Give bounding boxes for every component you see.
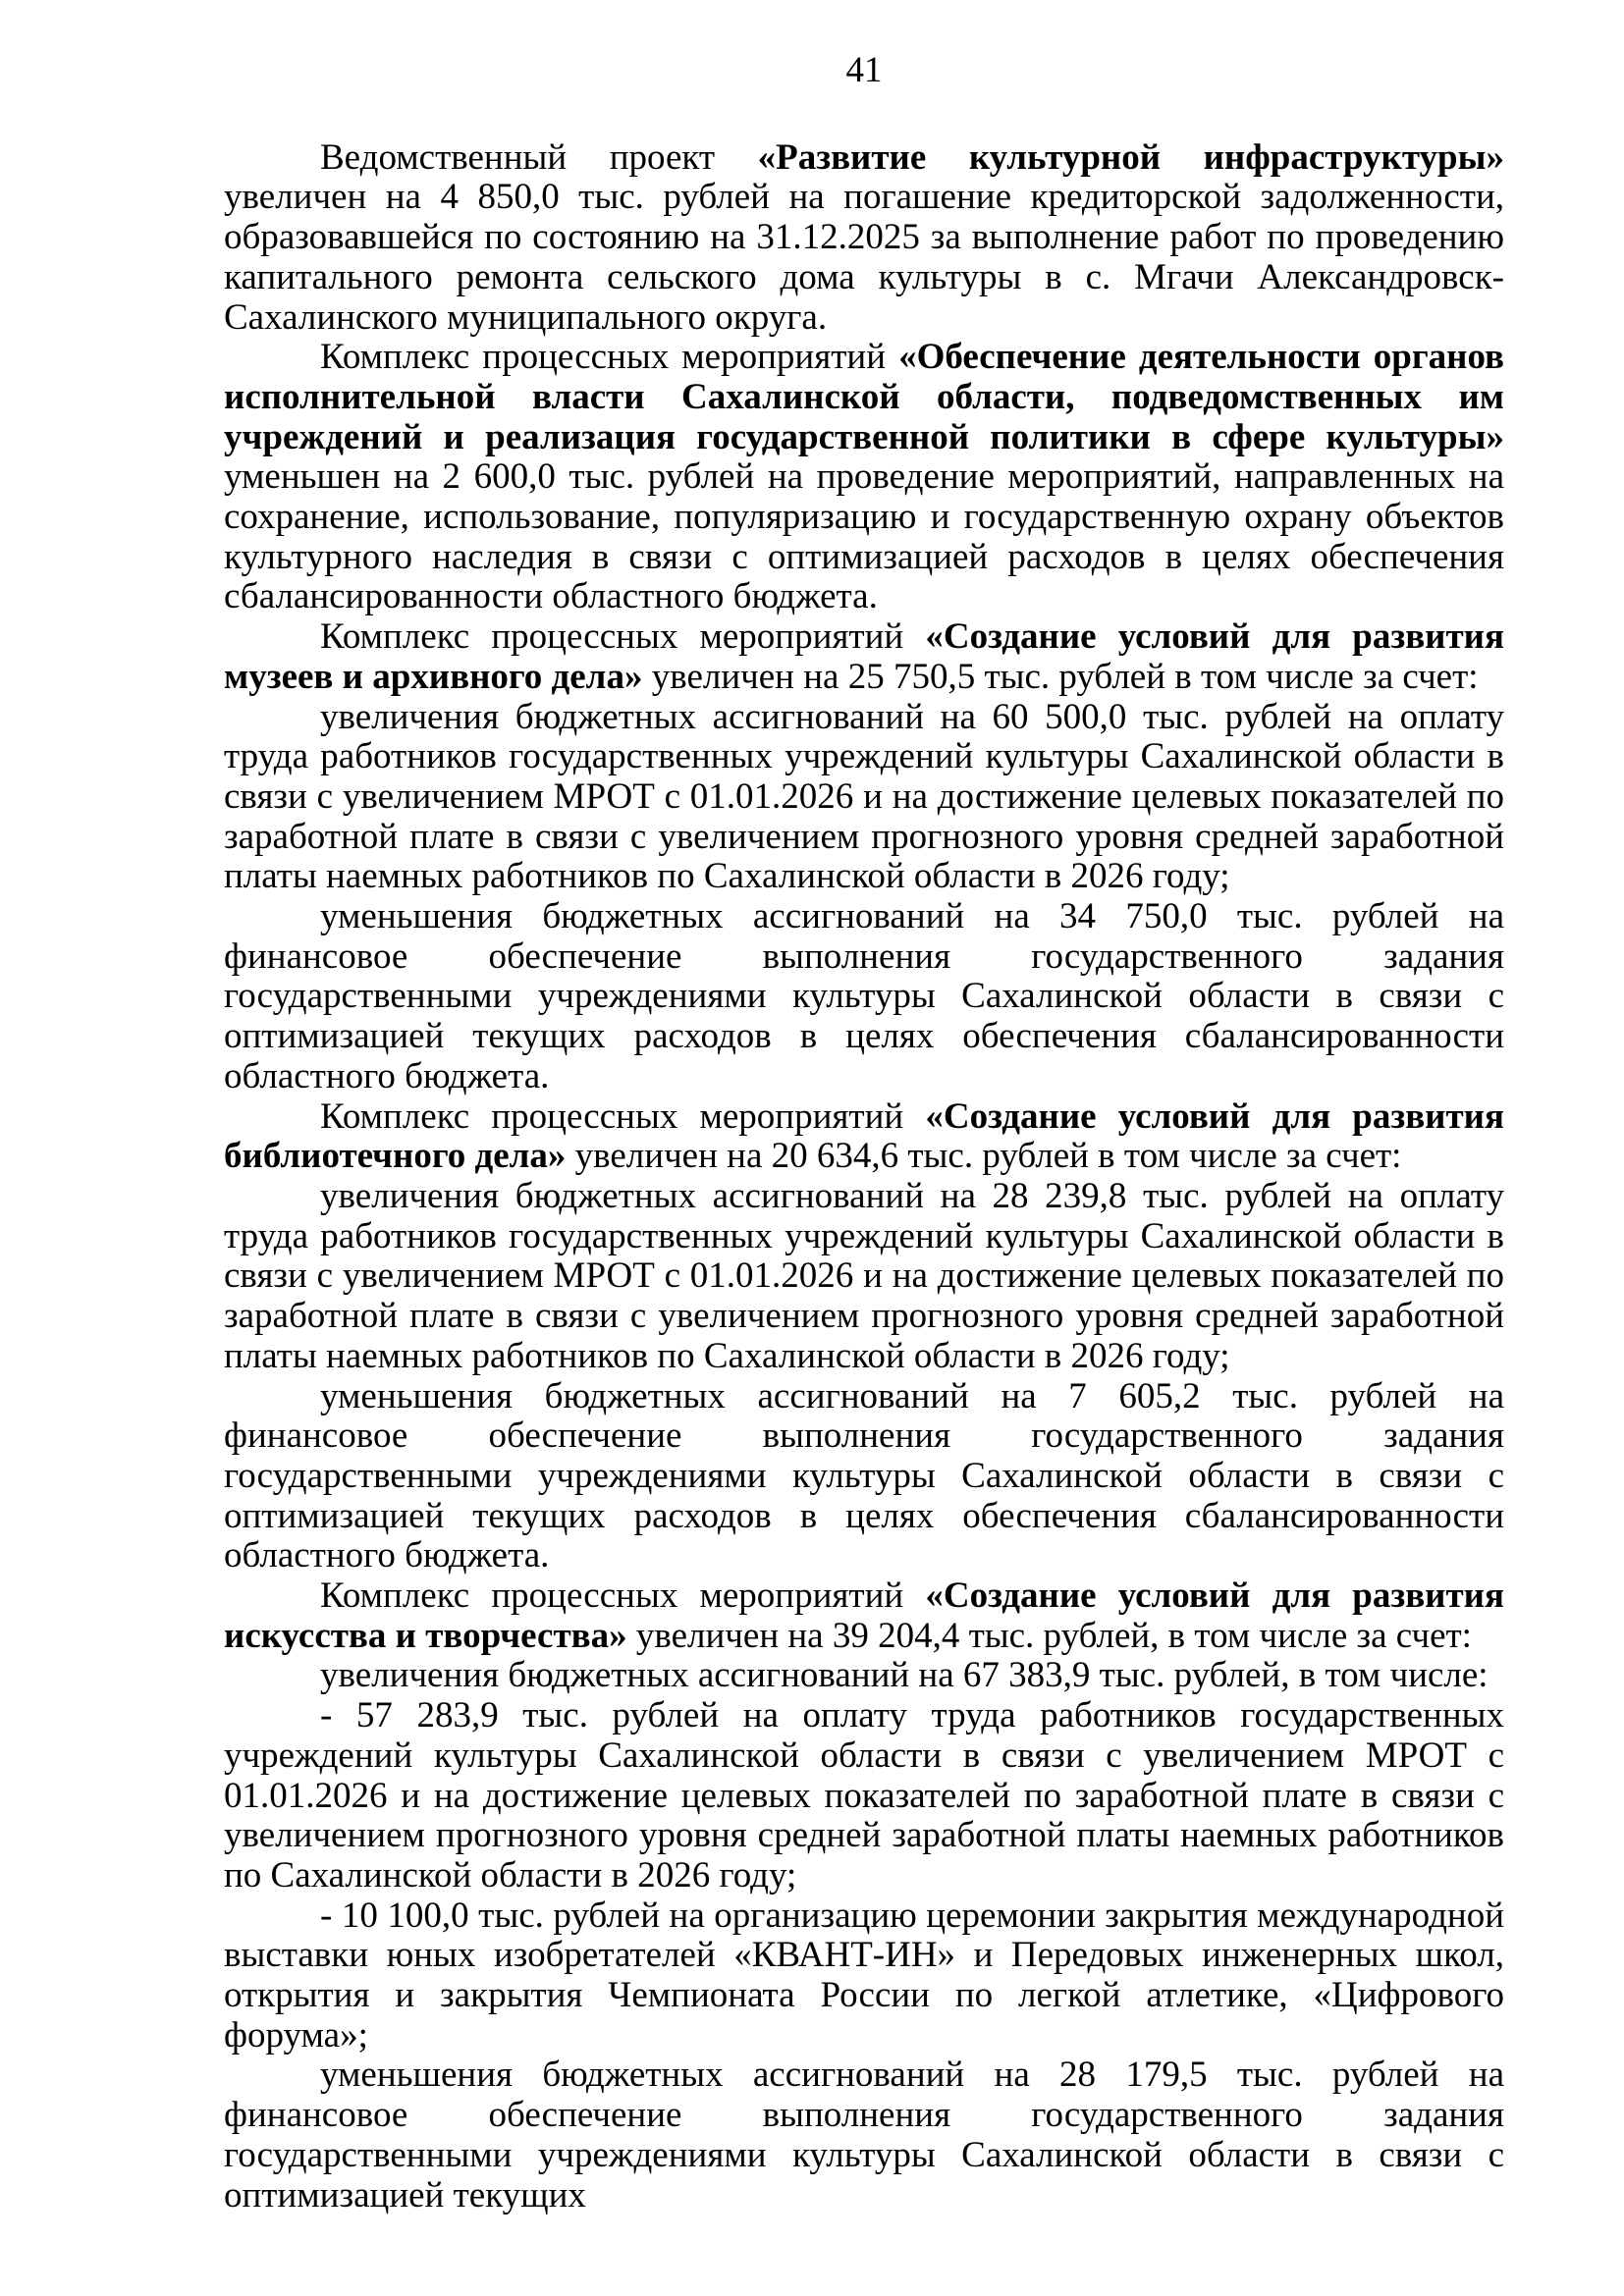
paragraph — [224, 897, 1504, 1097]
paragraph — [224, 338, 1504, 617]
paragraph — [224, 1696, 1504, 1896]
paragraph — [224, 698, 1504, 898]
paragraph-bold-run: «Создание условий для развития искусства и творчества» — [224, 1575, 1505, 1656]
paragraph-text-run: Комплекс процессных мероприятий — [320, 337, 899, 378]
paragraph-text-run: уменьшения бюджетных ассигнований на 7 605,2 тыс. рублей на финансовое обеспечение выполнения государственного задания государственными учреждениями культуры Сахалинской области в связи с оптимизацией текущих расходов в целях обеспечения сбалансированности областного бюджета. — [224, 1375, 1504, 1576]
paragraph-text-run: уменьшения бюджетных ассигнований на 28 179,5 тыс. рублей на финансовое обеспечение выполнения государственного задания государственными учреждениями культуры Сахалинской области в связи с оптимизацией текущих — [224, 2055, 1504, 2216]
paragraph — [224, 1576, 1504, 1656]
paragraph-bold-run: «Создание условий для развития библиотечного дела» — [224, 1095, 1505, 1177]
paragraph-text-run: уменьшения бюджетных ассигнований на 34 750,0 тыс. рублей на финансовое обеспечение выполнения государственного задания государственными учреждениями культуры Сахалинской области в связи с оптимизацией текущих расходов в целях обеспечения сбалансированности областного бюджета. — [224, 896, 1504, 1096]
paragraph-text-run: увеличен на 25 750,5 тыс. рублей в том числе за счет: — [642, 656, 1479, 697]
paragraph — [224, 617, 1504, 697]
paragraph-text-run: увеличен на 20 634,6 тыс. рублей в том числе за счет: — [566, 1136, 1402, 1177]
paragraph — [224, 1177, 1504, 1377]
paragraph-bold-run: «Создание условий для развития музеев и архивного дела» — [224, 616, 1505, 697]
paragraph-text-run: увеличения бюджетных ассигнований на 60 500,0 тыс. рублей на оплату труда работников государственных учреждений культуры Сахалинской области в связи с увеличением МРОТ с 01.01.2026 и на достижение целевых показателей по заработной плате в связи с увеличением прогнозного уровня средней заработной платы наемных работников по Сахалинской области в 2026 году; — [224, 696, 1504, 897]
paragraph-text-run: - 57 283,9 тыс. рублей на оплату труда работников государственных учреждений культуры Сахалинской области в связи с увеличением МРОТ с 01.01.2026 и на достижение целевых показателей по заработной плате в связи с увеличением прогнозного уровня средней заработной платы наемных работников по Сахалинской области в 2026 году; — [224, 1695, 1504, 1896]
paragraph-text-run: Комплекс процессных мероприятий — [320, 1095, 926, 1137]
paragraph-text-run: увеличения бюджетных ассигнований на 67 383,9 тыс. рублей, в том числе: — [320, 1655, 1489, 1696]
paragraph — [224, 1377, 1504, 1577]
paragraph-text-run: Ведомственный проект — [320, 136, 758, 178]
paragraph — [224, 1097, 1504, 1177]
paragraph-text-run: - 10 100,0 тыс. рублей на организацию церемонии закрытия международной выставки юных изобретателей «КВАНТ-ИН» и Передовых инженерных школ, открытия и закрытия Чемпионата России по легкой атлетике, «Цифрового форума»; — [224, 1895, 1504, 2056]
paragraph — [224, 1896, 1504, 2056]
paragraph-bold-run: «Развитие культурной инфраструктуры» — [757, 136, 1504, 178]
paragraph — [224, 138, 1504, 339]
paragraph-text-run: Комплекс процессных мероприятий — [320, 616, 926, 658]
paragraph — [224, 1656, 1504, 1696]
paragraph-text-run: Комплекс процессных мероприятий — [320, 1575, 926, 1617]
document-body — [224, 138, 1504, 2216]
paragraph-text-run: уменьшен на 2 600,0 тыс. рублей на проведение мероприятий, направленных на сохранение, использование, популяризацию и государственную охрану объектов культурного наследия в связи с оптимизацией расходов в целях обеспечения сбалансированности областного бюджета. — [224, 456, 1504, 617]
paragraph-bold-run: «Обеспечение деятельности органов исполнительной власти Сахалинской области, подведомственных им учреждений и реализация государственной политики в сфере культуры» — [224, 337, 1505, 457]
page-number: 41 — [845, 50, 883, 90]
paragraph — [224, 2056, 1504, 2216]
paragraph-text-run: увеличен на 4 850,0 тыс. рублей на погашение кредиторской задолженности, образовавшейся по состоянию на 31.12.2025 за выполнение работ по проведению капитального ремонта сельского дома культуры в с. Мгачи Александровск-Сахалинского муниципального округа. — [224, 177, 1504, 338]
paragraph-text-run: увеличен на 39 204,4 тыс. рублей, в том числе за счет: — [626, 1615, 1472, 1656]
paragraph-text-run: увеличения бюджетных ассигнований на 28 239,8 тыс. рублей на оплату труда работников государственных учреждений культуры Сахалинской области в связи с увеличением МРОТ с 01.01.2026 и на достижение целевых показателей по заработной плате в связи с увеличением прогнозного уровня средней заработной платы наемных работников по Сахалинской области в 2026 году; — [224, 1175, 1504, 1376]
